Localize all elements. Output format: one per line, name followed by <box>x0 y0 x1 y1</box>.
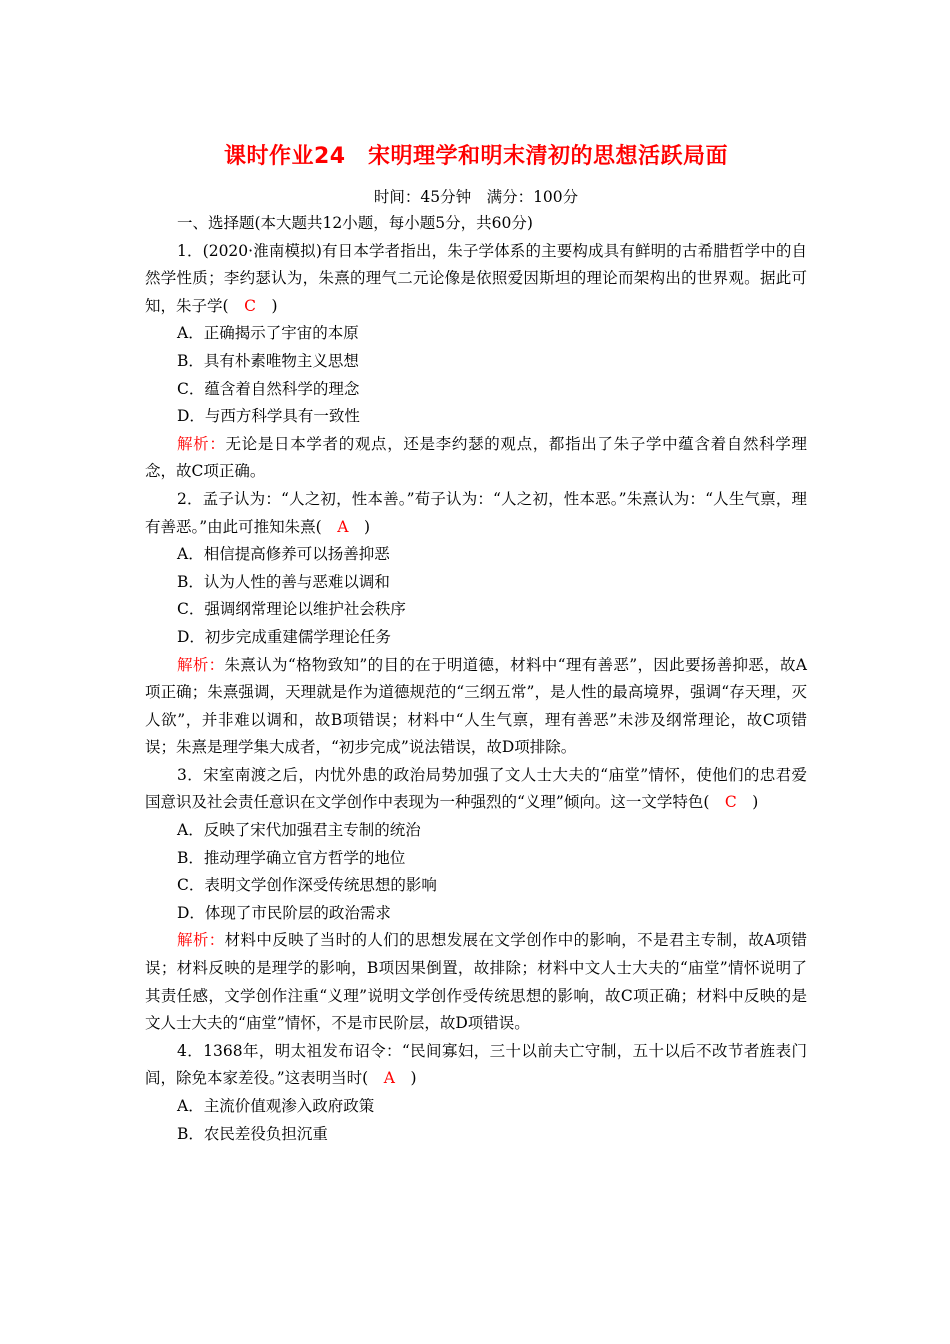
option-c: C．表明文学创作深受传统思想的影响 <box>177 876 437 895</box>
analysis-label: 解析： <box>177 931 225 950</box>
analysis-label: 解析： <box>177 655 225 674</box>
question-4 <box>145 1038 807 1148</box>
question-3 <box>145 762 807 1038</box>
option-a: A．反映了宋代加强君主专制的统治 <box>177 821 421 840</box>
question-1 <box>145 238 807 486</box>
option-b: B．推动理学确立官方哲学的地位 <box>177 848 406 867</box>
analysis-label: 解析： <box>177 434 226 453</box>
analysis: 解析：材料中反映了当时的人们的思想发展在文学创作中的影响，不是君主专制，故A项错误；材料反映的是理学的影响，B项因果倒置，故排除；材料中文人士大夫的“庙堂”情怀说明了其责任感，文学创作注重“义理”说明文学创作受传统思想的影响，故C项正确；材料中反映的是文人士大夫的“庙堂”情怀，不是市民阶层，故D项错误。 <box>145 931 807 1033</box>
option-b: B．认为人性的善与恶难以调和 <box>177 572 390 591</box>
answer-key: A <box>337 517 349 536</box>
document-page <box>145 140 807 1148</box>
section-heading: 一、选择题(本大题共12小题，每小题5分，共60分) <box>177 214 533 232</box>
option-d: D．与西方科学具有一致性 <box>177 407 360 426</box>
option-a: A．主流价值观渗入政府政策 <box>177 1097 375 1115</box>
question-stem: 4．1368年，明太祖发布诏令：“民间寡妇，三十以前夫亡守制，五十以后不改节者旌表门闾，除免本家差役。”这表明当时( A ) <box>145 1041 807 1088</box>
analysis: 解析：无论是日本学者的观点，还是李约瑟的观点，都指出了朱子学中蕴含着自然科学理念，故C项正确。 <box>145 434 807 481</box>
option-a: A．相信提高修养可以扬善抑恶 <box>177 545 390 564</box>
time-score-info: 时间：45分钟 满分：100分 <box>373 188 579 206</box>
answer-key: C <box>244 296 256 315</box>
option-b: B．具有朴素唯物主义思想 <box>177 351 359 370</box>
question-stem: 3．宋室南渡之后，内忧外患的政治局势加强了文人士大夫的“庙堂”情怀，使他们的忠君爱国意识及社会责任意识在文学创作中表现为一种强烈的“义理”倾向。这一文学特色( C ) <box>145 765 807 812</box>
answer-key: C <box>724 793 737 812</box>
option-d: D．初步完成重建儒学理论任务 <box>177 627 391 646</box>
option-c: C．蕴含着自然科学的理念 <box>177 379 360 398</box>
option-d: D．体现了市民阶层的政治需求 <box>177 903 391 922</box>
option-a: A．正确揭示了宇宙的本原 <box>177 324 359 343</box>
analysis: 解析：朱熹认为“格物致知”的目的在于明道德，材料中“理有善恶”，因此要扬善抑恶，故A项正确；朱熹强调，天理就是作为道德规范的“三纲五常”，是人性的最高境界，强调“存天理，灭人欲”，并非难以调和，故B项错误；材料中“人生气禀，理有善恶”未涉及纲常理论，故C项错误；朱熹是理学集大成者，“初步完成”说法错误，故D项排除。 <box>145 655 807 757</box>
option-c: C．强调纲常理论以维护社会秩序 <box>177 600 406 619</box>
question-stem: 1．(2020·淮南模拟)有日本学者指出，朱子学体系的主要构成具有鲜明的古希腊哲学中的自然学性质；李约瑟认为，朱熹的理气二元论像是依照爱因斯坦的理论而架构出的世界观。据此可知，朱子学( C ) <box>145 241 807 315</box>
question-2 <box>145 486 807 762</box>
page-title: 课时作业24 宋明理学和明末清初的思想活跃局面 <box>223 144 729 169</box>
question-stem: 2．孟子认为：“人之初，性本善。”荀子认为：“人之初，性本恶。”朱熹认为：“人生气禀，理有善恶。”由此可推知朱熹( A ) <box>145 489 807 536</box>
answer-key: A <box>383 1069 395 1088</box>
option-b: B．农民差役负担沉重 <box>177 1124 328 1143</box>
